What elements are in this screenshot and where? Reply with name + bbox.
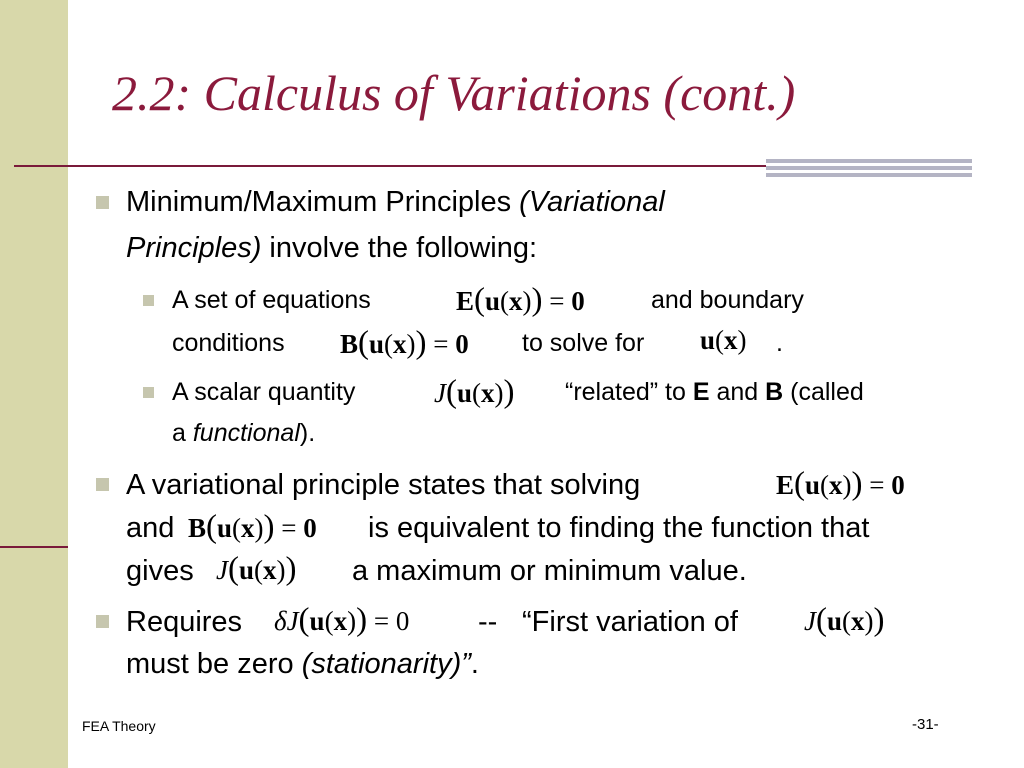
bullet-1-line-2 bbox=[126, 234, 537, 263]
math-paren: ) bbox=[851, 466, 863, 502]
math-paren: ( bbox=[794, 466, 806, 502]
text: a maximum or minimum value. bbox=[352, 555, 747, 587]
math-paren: ) bbox=[406, 329, 416, 359]
math-symbol: x bbox=[851, 606, 865, 636]
sub-bullet-1-line-2-mid bbox=[522, 331, 644, 356]
text: and bbox=[126, 512, 175, 544]
bullet-2-line-3-end bbox=[352, 557, 747, 586]
sub-bullet-1-period bbox=[776, 331, 783, 356]
text: is equivalent to finding the function that bbox=[368, 512, 870, 544]
text: . bbox=[776, 329, 783, 357]
math-symbol: x bbox=[481, 378, 495, 408]
math-paren: ( bbox=[474, 282, 486, 318]
text: and boundary bbox=[651, 286, 804, 314]
text: “related” to bbox=[565, 378, 693, 406]
math-paren: ) bbox=[864, 606, 874, 636]
bullet-3-line-1-mid bbox=[478, 608, 497, 637]
equation-J bbox=[434, 376, 515, 409]
text: involve the following: bbox=[261, 232, 538, 264]
italic-text: (stationarity)” bbox=[301, 648, 471, 680]
math-symbol: u bbox=[826, 606, 843, 636]
text: ). bbox=[299, 419, 316, 447]
text: conditions bbox=[172, 329, 285, 357]
math-paren: ) bbox=[503, 374, 515, 410]
math-paren: ) bbox=[737, 325, 747, 355]
text: (called bbox=[783, 378, 864, 406]
math-paren: ) bbox=[285, 551, 297, 587]
math-symbol: x bbox=[241, 513, 255, 543]
text: must be zero bbox=[126, 648, 302, 680]
math-symbol: x bbox=[509, 286, 523, 316]
text: Minimum/Maximum Principles bbox=[126, 186, 520, 218]
math-paren: ) bbox=[276, 555, 286, 585]
math-paren: ( bbox=[232, 513, 242, 543]
math-paren: ( bbox=[324, 606, 334, 636]
bullet-3-line-2 bbox=[126, 650, 479, 679]
sub-bullet-2-line-1-end bbox=[565, 380, 864, 405]
sub-bullet-1-line-1-end bbox=[651, 288, 804, 313]
text: gives bbox=[126, 555, 194, 587]
math-eq: = bbox=[869, 470, 885, 500]
equation-B bbox=[340, 327, 469, 360]
math-symbol: u bbox=[238, 555, 255, 585]
sub-bullet-1-line-2 bbox=[172, 331, 285, 356]
math-paren: ( bbox=[384, 329, 394, 359]
math-symbol: x bbox=[263, 555, 277, 585]
slide-title: 2.2: Calculus of Variations (cont.) bbox=[112, 65, 796, 121]
sub-bullet-icon bbox=[143, 387, 154, 398]
bullet-2-line-3-start bbox=[126, 557, 194, 586]
equation-J-3 bbox=[804, 604, 885, 637]
math-paren: ( bbox=[358, 325, 370, 361]
math-symbol: u bbox=[700, 325, 716, 355]
math-paren: ) bbox=[356, 602, 368, 638]
math-paren: ( bbox=[445, 374, 457, 410]
math-symbol: x bbox=[829, 470, 843, 500]
math-paren: ) bbox=[347, 606, 357, 636]
math-paren: ( bbox=[500, 286, 510, 316]
text: A set of equations bbox=[172, 286, 371, 314]
math-paren: ( bbox=[715, 325, 725, 355]
equation-u bbox=[700, 327, 747, 354]
text: A scalar quantity bbox=[172, 378, 356, 406]
math-symbol: u bbox=[805, 470, 821, 500]
text: -- bbox=[478, 606, 498, 638]
bullet-3-line-1-quote bbox=[522, 608, 738, 637]
math-symbol: x bbox=[333, 606, 348, 636]
math-paren: ( bbox=[472, 378, 482, 408]
sub-bullet-2-line-2 bbox=[172, 421, 315, 446]
math-paren: ) bbox=[415, 325, 427, 361]
text: A variational principle states that solving bbox=[126, 469, 641, 501]
sub-bullet-icon bbox=[143, 295, 154, 306]
math-paren: ) bbox=[494, 378, 504, 408]
math-symbol: x bbox=[724, 325, 738, 355]
bullet-2-line-2-start bbox=[126, 514, 174, 543]
math-paren: ) bbox=[254, 513, 264, 543]
equation-delta-J bbox=[274, 604, 409, 637]
math-symbol: 0 bbox=[395, 606, 410, 636]
math-symbol: E bbox=[456, 286, 475, 316]
text: “First variation of bbox=[522, 606, 738, 638]
math-eq: = bbox=[549, 286, 565, 316]
math-symbol: 0 bbox=[571, 286, 585, 316]
italic-text: (Variational bbox=[519, 186, 665, 218]
sub-bullet-2-line-1 bbox=[172, 380, 355, 405]
math-symbol: u bbox=[309, 606, 325, 636]
math-symbol: J bbox=[216, 555, 228, 585]
math-symbol: B bbox=[340, 329, 359, 359]
math-symbol: J bbox=[804, 606, 816, 636]
bullet-2-line-2-end bbox=[368, 514, 869, 543]
bullet-icon bbox=[96, 615, 109, 628]
math-symbol: 0 bbox=[891, 470, 905, 500]
bullet-1-line-1 bbox=[126, 188, 665, 217]
math-eq: = bbox=[373, 606, 390, 636]
footer-page-number: -31- bbox=[912, 716, 939, 733]
math-symbol: E bbox=[776, 470, 795, 500]
bullet-3-line-1-start bbox=[126, 608, 242, 637]
text: Requires bbox=[126, 606, 243, 638]
math-paren: ( bbox=[842, 606, 852, 636]
equation-J-2 bbox=[216, 553, 297, 586]
bold-text: E bbox=[692, 378, 710, 406]
italic-text: functional bbox=[192, 419, 300, 447]
math-symbol: x bbox=[393, 329, 407, 359]
math-paren: ) bbox=[263, 509, 275, 545]
bullet-icon bbox=[96, 478, 109, 491]
math-symbol: u bbox=[369, 329, 385, 359]
text: and bbox=[709, 378, 766, 406]
text: . bbox=[470, 648, 479, 680]
math-paren: ( bbox=[227, 551, 239, 587]
equation-E-2 bbox=[776, 468, 905, 501]
math-paren: ) bbox=[522, 286, 532, 316]
math-symbol: J bbox=[286, 606, 299, 636]
bullet-icon bbox=[96, 196, 109, 209]
math-paren: ) bbox=[873, 602, 885, 638]
footer-course-name: FEA Theory bbox=[82, 718, 156, 734]
math-symbol: 0 bbox=[455, 329, 469, 359]
math-paren: ) bbox=[531, 282, 543, 318]
math-symbol: δ bbox=[274, 606, 287, 636]
math-paren: ( bbox=[820, 470, 830, 500]
math-paren: ) bbox=[842, 470, 852, 500]
text: to solve for bbox=[522, 329, 645, 357]
math-eq: = bbox=[433, 329, 449, 359]
math-eq: = bbox=[281, 513, 297, 543]
text: a bbox=[172, 419, 193, 447]
math-symbol: B bbox=[188, 513, 207, 543]
math-symbol: u bbox=[456, 378, 473, 408]
math-paren: ( bbox=[254, 555, 264, 585]
math-paren: ( bbox=[206, 509, 218, 545]
equation-E bbox=[456, 284, 585, 317]
equation-B-2 bbox=[188, 511, 317, 544]
math-symbol: u bbox=[217, 513, 233, 543]
sub-bullet-1-line-1 bbox=[172, 288, 371, 313]
math-paren: ( bbox=[298, 602, 310, 638]
math-symbol: J bbox=[434, 378, 446, 408]
bold-text: B bbox=[765, 378, 784, 406]
bullet-2-line-1 bbox=[126, 471, 640, 500]
math-symbol: 0 bbox=[303, 513, 317, 543]
italic-text: Principles) bbox=[126, 232, 262, 264]
math-paren: ( bbox=[815, 602, 827, 638]
math-symbol: u bbox=[485, 286, 501, 316]
